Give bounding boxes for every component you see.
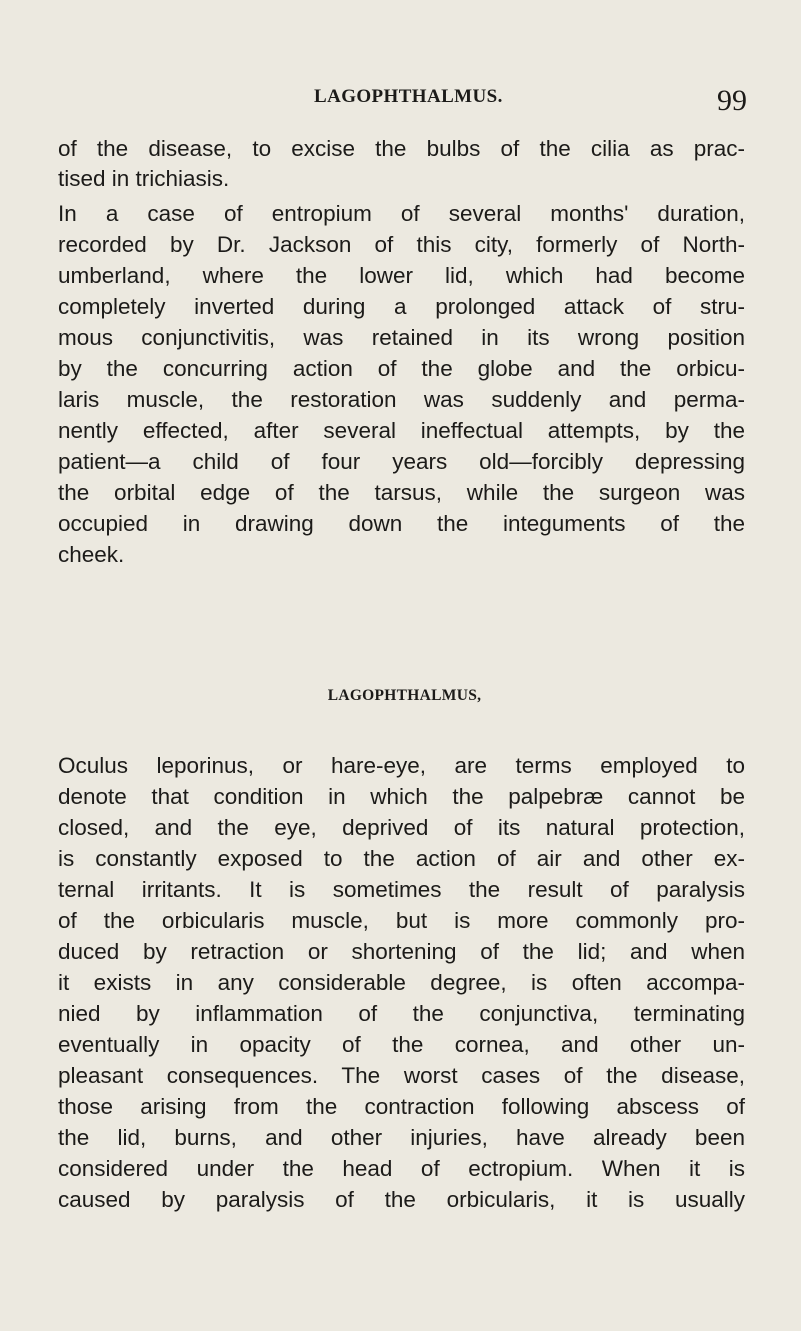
text-line: umberland, where the lower lid, which had become	[58, 263, 745, 288]
text-line: In a case of entropium of several months' duration,	[58, 201, 745, 226]
text-line: it exists in any considerable degree, is often accompa-	[58, 970, 745, 995]
text-line: recorded by Dr. Jackson of this city, formerly of North-	[58, 232, 745, 257]
section-heading: LAGOPHTHALMUS,	[327, 687, 482, 704]
text-line: tised in trichiasis.	[58, 166, 230, 191]
text-line: ternal irritants. It is sometimes the result of paralysis	[58, 877, 745, 902]
text-line: nently effected, after several ineffectual attempts, by the	[58, 418, 745, 443]
text-line: mous conjunctivitis, was retained in its wrong position	[58, 325, 745, 350]
text-line: nied by inflammation of the conjunctiva, terminating	[58, 1001, 745, 1026]
text-line: patient—a child of four years old—forcibly depressing	[58, 449, 745, 474]
text-line: those arising from the contraction following abscess of	[58, 1094, 745, 1119]
text-line: laris muscle, the restoration was suddenly and perma-	[58, 387, 745, 412]
text-line: caused by paralysis of the orbicularis, it is usually	[58, 1187, 745, 1212]
text-line: the orbital edge of the tarsus, while the surgeon was	[58, 480, 745, 505]
text-line: completely inverted during a prolonged attack of stru-	[58, 294, 745, 319]
text-line: pleasant consequences. The worst cases of the disease,	[58, 1063, 745, 1088]
text-line: is constantly exposed to the action of air and other ex-	[58, 846, 745, 871]
running-head: LAGOPHTHALMUS.	[314, 86, 503, 107]
text-line: of the disease, to excise the bulbs of the cilia as prac-	[58, 136, 745, 161]
text-line: duced by retraction or shortening of the lid; and when	[58, 939, 745, 964]
text-line: denote that condition in which the palpebræ cannot be	[58, 784, 745, 809]
text-line: occupied in drawing down the integuments of the	[58, 511, 745, 536]
page-number: 99	[717, 84, 747, 117]
text-line: by the concurring action of the globe and the orbicu-	[58, 356, 745, 381]
text-line: Oculus leporinus, or hare-eye, are terms employed to	[58, 753, 745, 778]
text-line: the lid, burns, and other injuries, have already been	[58, 1125, 745, 1150]
text-line: considered under the head of ectropium. When it is	[58, 1156, 745, 1181]
text-line: closed, and the eye, deprived of its natural protection,	[58, 815, 745, 840]
text-line: eventually in opacity of the cornea, and other un-	[58, 1032, 745, 1057]
text-line: of the orbicularis muscle, but is more commonly pro-	[58, 908, 745, 933]
text-line: cheek.	[58, 542, 125, 567]
